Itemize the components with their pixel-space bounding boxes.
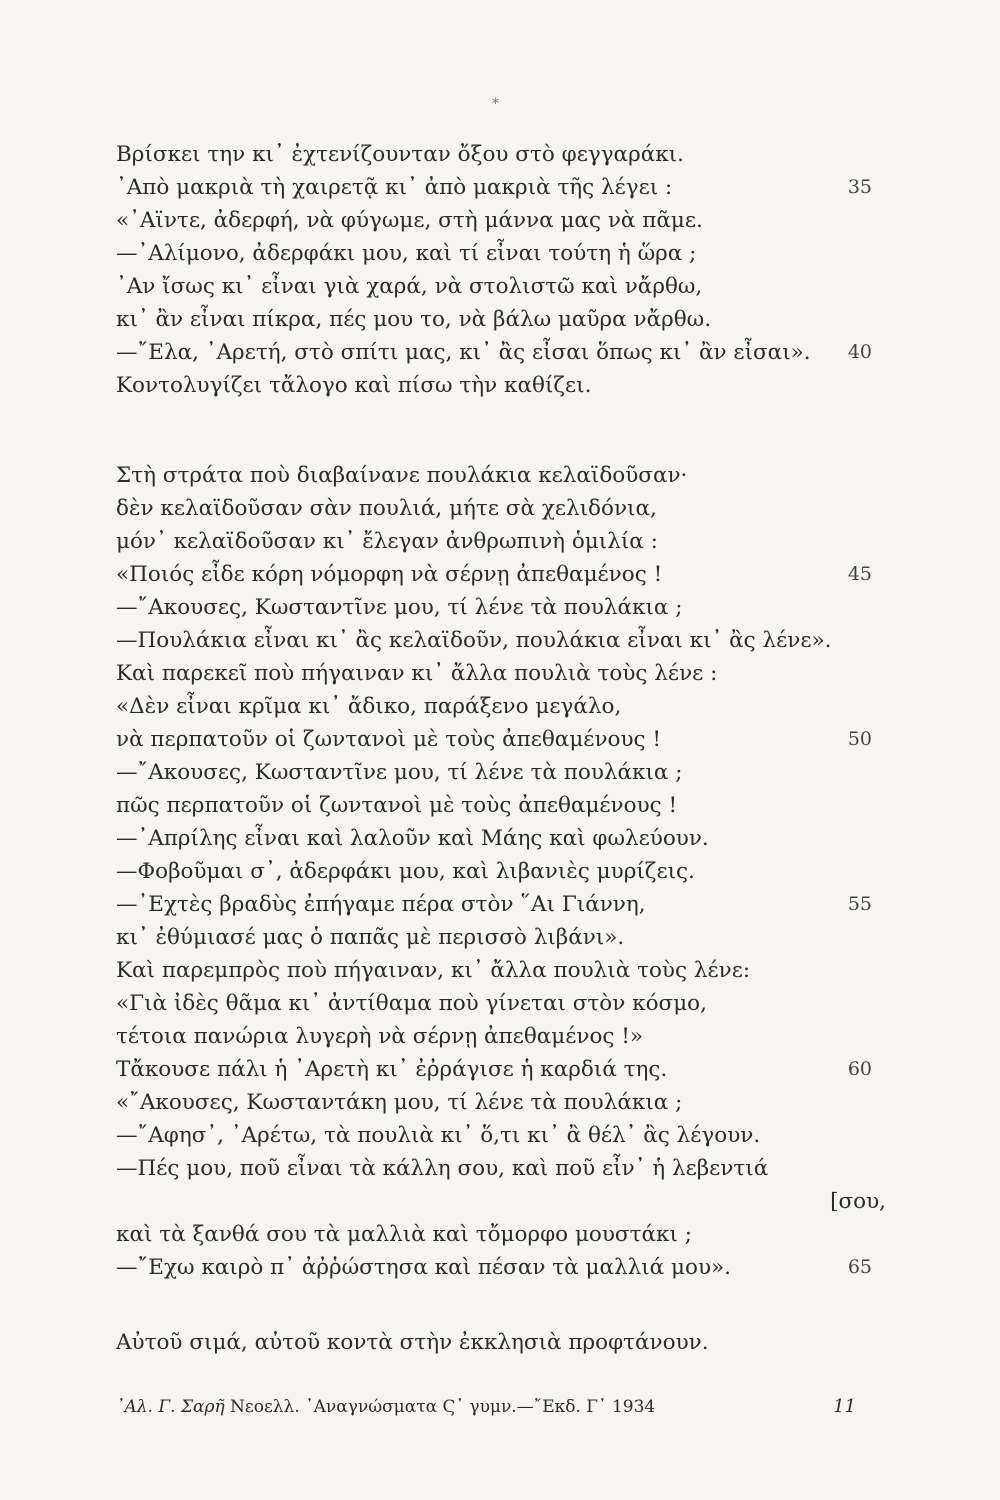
line-number: 55 (847, 893, 872, 915)
stanza-3 (116, 1326, 886, 1359)
verse-line (116, 1152, 886, 1185)
verse-line (116, 822, 886, 855)
verse-text: —῎Ακουσες, Κωσταντῖνε μου, τί λένε τὰ πουλάκια ; (116, 760, 683, 785)
verse-text: Τἄκουσε πάλι ἡ ᾽Αρετὴ κι᾽ ἐῤράγισε ἡ καρδιά της. (116, 1057, 668, 1082)
section-ornament: * (492, 96, 499, 112)
verse-line (116, 171, 886, 204)
verse-text: κι᾽ ἂν εἶναι πίκρα, πές μου το, νὰ βάλω μαῦρα νἄρθω. (116, 307, 712, 332)
verse-line (116, 921, 886, 954)
verse-line (116, 1326, 886, 1359)
verse-text: —῎Αφησ᾽, ᾽Αρέτω, τὰ πουλιὰ κι᾽ ὅ,τι κι᾽ ἂ θέλ᾽ ἂς λέγουν. (116, 1123, 761, 1148)
verse-line (116, 1251, 886, 1284)
verse-line (116, 657, 886, 690)
verse-text: ᾽Αν ἴσως κι᾽ εἶναι γιὰ χαρά, νὰ στολιστῶ καὶ νἄρθω, (116, 274, 703, 299)
verse-text: Καὶ παρεκεῖ ποὺ πήγαιναν κι᾽ ἄλλα πουλιὰ τοὺς λένε : (116, 661, 718, 686)
stanza-1 (116, 138, 886, 402)
verse-line (116, 558, 886, 591)
verse-text: [σου, (830, 1189, 886, 1214)
footer-title: Νεοελλ. ᾽Αναγνώσματα Ϛ᾽ γυμν.—῎Εκδ. Γ᾽ 1934 (230, 1397, 656, 1417)
verse-line (116, 789, 886, 822)
line-number: 65 (847, 1256, 872, 1278)
verse-line (116, 690, 886, 723)
verse-line (116, 1119, 886, 1152)
stanza-2 (116, 459, 886, 1284)
verse-text: —῎Ελα, ᾽Αρετή, στὸ σπίτι μας, κι᾽ ἂς εἶσαι ὅπως κι᾽ ἂν εἶσαι». (116, 340, 811, 365)
verse-text: καὶ τὰ ξανθά σου τὰ μαλλιὰ καὶ τὄμορφο μουστάκι ; (116, 1222, 692, 1247)
verse-text: —Πές μου, ποῦ εἶναι τὰ κάλλη σου, καὶ ποῦ εἶν᾽ ἡ λεβεντιά (116, 1156, 769, 1181)
verse-text: Καὶ παρεμπρὸς ποὺ πήγαιναν, κι᾽ ἄλλα πουλιὰ τοὺς λένε: (116, 958, 751, 983)
verse-text: νὰ περπατοῦν οἱ ζωντανοὶ μὲ τοὺς ἀπεθαμένους ! (116, 727, 662, 752)
verse-line (116, 756, 886, 789)
verse-text: —᾽Αλίμονο, ἀδερφάκι μου, καὶ τί εἶναι τούτη ἡ ὥρα ; (116, 241, 697, 266)
line-number: 35 (847, 176, 872, 198)
verse-line (116, 1218, 886, 1251)
footer-author: ᾽Αλ. Γ. Σαρῆ (116, 1397, 225, 1417)
verse-text: «῎Ακουσες, Κωσταντάκη μου, τί λένε τὰ πουλάκια ; (116, 1090, 683, 1115)
verse-text: Κοντολυγίζει τἄλογο καὶ πίσω τὴν καθίζει. (116, 373, 592, 398)
verse-line (116, 954, 886, 987)
verse-line (116, 855, 886, 888)
verse-text: κι᾽ ἐθύμιασέ μας ὁ παπᾶς μὲ περισσὸ λιβάνι». (116, 925, 625, 950)
line-number: 50 (847, 728, 872, 750)
verse-line (116, 591, 886, 624)
line-number: 45 (847, 563, 872, 585)
verse-text: —᾽Εχτὲς βραδὺς ἐπήγαμε πέρα στὸν ῞Αι Γιάννη, (116, 892, 646, 917)
verse-line (116, 1086, 886, 1119)
verse-text: —Πουλάκια εἶναι κι᾽ ἂς κελαϊδοῦν, πουλάκια εἶναι κι᾽ ἂς λένε». (116, 628, 832, 653)
verse-text: «Δὲν εἶναι κρῖμα κι᾽ ἄδικο, παράξενο μεγάλο, (116, 694, 622, 719)
verse-line (116, 138, 886, 171)
verse-line (116, 270, 886, 303)
verse-line (116, 1020, 886, 1053)
verse-line-continuation (116, 1185, 886, 1218)
page-number: 11 (833, 1396, 856, 1417)
verse-text: «᾽Αϊντε, ἀδερφή, νὰ φύγωμε, στὴ μάννα μας νὰ πᾶμε. (116, 208, 703, 233)
verse-line (116, 336, 886, 369)
verse-line (116, 303, 886, 336)
verse-text: δὲν κελαϊδοῦσαν σὰν πουλιά, μήτε σὰ χελιδόνια, (116, 496, 657, 521)
verse-line (116, 369, 886, 402)
verse-text: —᾽Απρίλης εἶναι καὶ λαλοῦν καὶ Μάης καὶ φωλεύουν. (116, 826, 709, 851)
verse-text: «Ποιός εἶδε κόρη νόμορφη νὰ σέρνῃ ἀπεθαμένος ! (116, 562, 663, 587)
verse-line (116, 723, 886, 756)
verse-text: —῎Ακουσες, Κωσταντῖνε μου, τί λένε τὰ πουλάκια ; (116, 595, 683, 620)
line-number: 40 (847, 341, 872, 363)
verse-line (116, 624, 886, 657)
line-number: 60 (847, 1058, 872, 1080)
verse-text: πῶς περπατοῦν οἱ ζωντανοὶ μὲ τοὺς ἀπεθαμένους ! (116, 793, 678, 818)
verse-text: Βρίσκει την κι᾽ ἐχτενίζουνταν ὄξου στὸ φεγγαράκι. (116, 142, 684, 167)
verse-text: «Γιὰ ἰδὲς θᾶμα κι᾽ ἀντίθαμα ποὺ γίνεται στὸν κόσμο, (116, 991, 707, 1016)
verse-line (116, 492, 886, 525)
verse-text: ᾽Απὸ μακριὰ τὴ χαιρετᾷ κι᾽ ἀπὸ μακριὰ τῆς λέγει : (116, 175, 673, 200)
verse-text: Αὐτοῦ σιμά, αὐτοῦ κοντὰ στὴν ἐκκλησιὰ προφτάνουν. (116, 1330, 709, 1355)
verse-text: μόν᾽ κελαϊδοῦσαν κι᾽ ἔλεγαν ἀνθρωπινὴ ὁμιλία : (116, 529, 658, 554)
verse-text: τέτοια πανώρια λυγερὴ νὰ σέρνῃ ἀπεθαμένος !» (116, 1024, 644, 1049)
verse-text: —῎Εχω καιρὸ π᾽ ἀῤῥώστησα καὶ πέσαν τὰ μαλλιά μου». (116, 1255, 732, 1280)
verse-line (116, 987, 886, 1020)
verse-line (116, 525, 886, 558)
page-footer (116, 1395, 856, 1419)
verse-line (116, 459, 886, 492)
verse-line (116, 204, 886, 237)
verse-text: —Φοβοῦμαι σ᾽, ἀδερφάκι μου, καὶ λιβανιὲς μυρίζεις. (116, 859, 695, 884)
verse-line (116, 237, 886, 270)
verse-line (116, 1053, 886, 1086)
verse-text: Στὴ στράτα ποὺ διαβαίνανε πουλάκια κελαϊδοῦσαν· (116, 463, 688, 488)
verse-line (116, 888, 886, 921)
